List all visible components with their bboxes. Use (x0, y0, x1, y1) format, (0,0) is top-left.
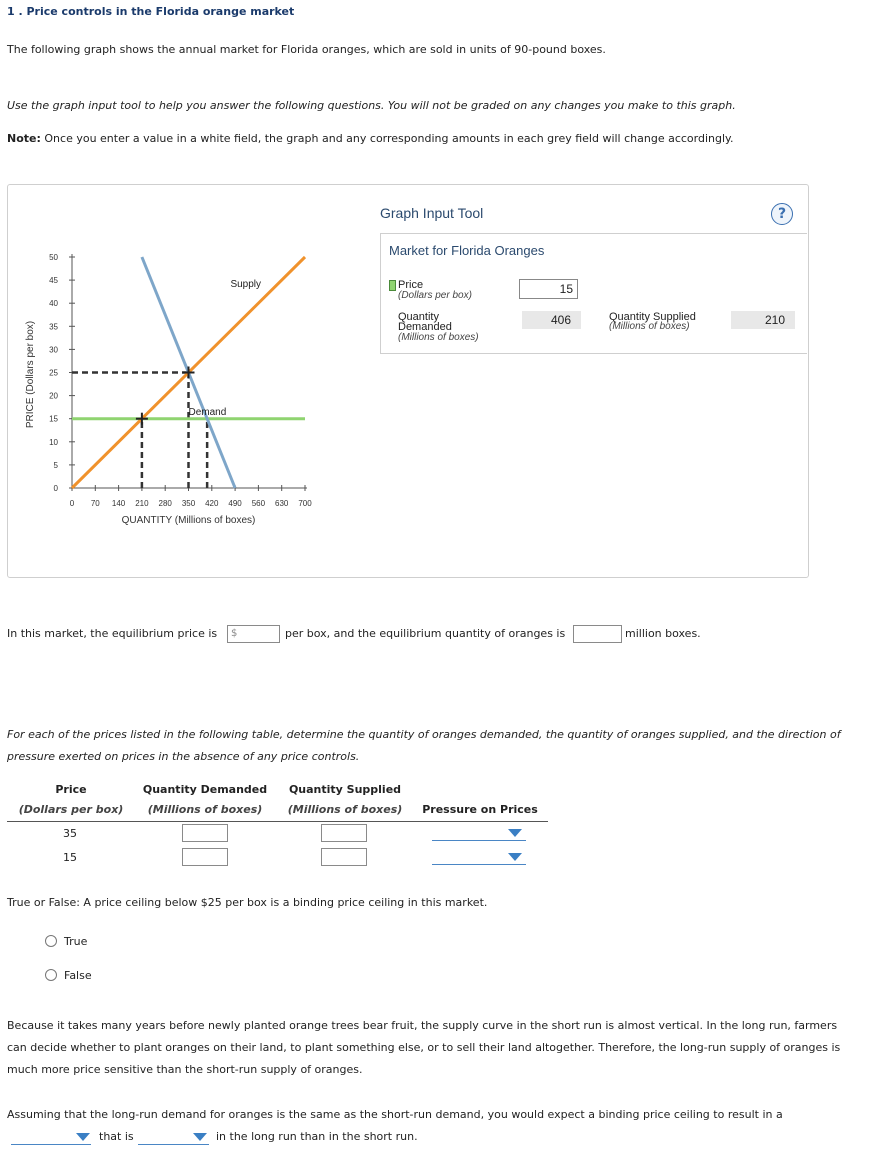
qs-value: 210 (731, 311, 795, 329)
chevron-down-icon (193, 1133, 207, 1141)
x-tick-label: 700 (298, 499, 312, 508)
assume-text: Assuming that the long-run demand for oranges is the same as the short-run demand, you would expect a binding price ceiling to result in a (7, 1108, 783, 1121)
true-label[interactable]: True (64, 935, 88, 948)
qd-unit: (Millions of boxes) (398, 332, 479, 343)
x-tick-label: 140 (111, 499, 126, 508)
y-tick-label: 40 (49, 299, 58, 309)
demand-label: Demand (188, 407, 227, 419)
y-tick-label: 25 (49, 368, 58, 378)
equilibrium-price-input[interactable]: $ (227, 625, 280, 643)
note-label: Note: (7, 132, 41, 145)
row1-price: 35 (63, 827, 77, 840)
table-intro-line2: pressure exerted on prices in the absence of any price controls. (7, 750, 360, 763)
x-tick-label: 420 (205, 499, 219, 508)
graph-input-tool-title: Graph Input Tool (380, 205, 484, 221)
chevron-down-icon (508, 829, 522, 837)
x-tick-label: 0 (69, 499, 75, 508)
equilibrium-text-2: per box, and the equilibrium quantity of oranges is (285, 627, 566, 640)
x-tick-label: 280 (158, 499, 172, 508)
row1-qd-input[interactable] (182, 824, 228, 842)
col-price-header: Price (55, 783, 87, 796)
y-tick-label: 10 (49, 437, 58, 447)
x-tick-label: 350 (181, 499, 196, 508)
table-intro-line1: For each of the prices listed in the following table, determine the quantity of oranges demanded, the quantity of oranges supplied, and the direction of (7, 728, 841, 741)
x-tick-label: 70 (90, 499, 100, 508)
y-tick-label: 45 (49, 276, 58, 286)
col-qs-unit: (Millions of boxes) (287, 803, 403, 816)
row1-qs-input[interactable] (321, 824, 367, 842)
intro-text: The following graph shows the annual market for Florida oranges, which are sold in units of 90-pound boxes. (7, 43, 606, 56)
equilibrium-quantity-input[interactable] (573, 625, 622, 643)
x-tick-label: 630 (275, 499, 289, 508)
row2-pressure-dropdown[interactable] (432, 849, 526, 865)
question-title: 1 . Price controls in the Florida orange market (7, 5, 295, 18)
market-title: Market for Florida Oranges (389, 243, 545, 258)
y-tick-label: 15 (49, 414, 58, 424)
note-body: Once you enter a value in a white field, the graph and any corresponding amounts in each grey field will change accordingly. (40, 132, 734, 145)
row1-pressure-dropdown[interactable] (432, 825, 526, 841)
qd-label-line1: Quantity (398, 311, 439, 323)
y-tick-label: 35 (49, 322, 58, 332)
row2-qd-input[interactable] (182, 848, 228, 866)
y-tick-label: 20 (49, 391, 58, 401)
x-tick-label: 210 (135, 499, 149, 508)
size-dropdown[interactable] (138, 1129, 209, 1145)
end-text: in the long run than in the short run. (216, 1130, 418, 1143)
col-qd-unit: (Millions of boxes) (147, 803, 263, 816)
price-unit: (Dollars per box) (398, 290, 472, 301)
col-pressure-header: Pressure on Prices (422, 803, 538, 816)
false-label[interactable]: False (64, 969, 92, 982)
qs-label: Quantity Supplied (609, 311, 696, 323)
y-axis-title: PRICE (Dollars per box) (25, 320, 36, 429)
true-radio[interactable] (45, 935, 57, 947)
y-tick-label: 0 (53, 484, 58, 493)
x-axis-title: QUANTITY (Millions of boxes) (121, 515, 256, 526)
qd-label-line2: Demanded (398, 321, 452, 333)
qd-value: 406 (522, 311, 581, 329)
equilibrium-text-1: In this market, the equilibrium price is (7, 627, 218, 640)
col-qs-header: Quantity Supplied (288, 783, 402, 796)
longrun-line1: Because it takes many years before newly planted orange trees bear fruit, the supply curve in the short run is almost vertical. In the long run, farmers (7, 1019, 838, 1032)
instructions-text: Use the graph input tool to help you answer the following questions. You will not be graded on any changes you make to this graph. (7, 99, 736, 112)
qs-unit: (Millions of boxes) (609, 321, 690, 332)
longrun-line3: much more price sensitive than the short-run supply of oranges. (7, 1063, 363, 1076)
price-legend-swatch (389, 280, 396, 291)
truefalse-question: True or False: A price ceiling below $25 per box is a binding price ceiling in this market. (7, 896, 488, 909)
equilibrium-text-3: million boxes. (625, 627, 701, 640)
col-price-unit: (Dollars per box) (18, 803, 124, 816)
table-header-rule (7, 821, 548, 822)
col-qd-header: Quantity Demanded (142, 783, 268, 796)
y-tick-label: 5 (53, 460, 58, 470)
help-icon[interactable]: ? (771, 203, 793, 225)
shortage-dropdown[interactable] (11, 1129, 91, 1145)
y-tick-label: 30 (49, 345, 58, 355)
supply-label: Supply (230, 279, 262, 291)
x-tick-label: 560 (251, 499, 266, 508)
price-input[interactable]: 15 (519, 279, 578, 299)
row2-price: 15 (63, 851, 77, 864)
chevron-down-icon (508, 853, 522, 861)
false-radio[interactable] (45, 969, 57, 981)
chevron-down-icon (76, 1133, 90, 1141)
price-label: Price (398, 279, 424, 291)
row2-qs-input[interactable] (321, 848, 367, 866)
that-is-text: that is (99, 1130, 134, 1143)
x-tick-label: 490 (228, 499, 242, 508)
y-tick-label: 50 (49, 253, 58, 262)
longrun-line2: can decide whether to plant oranges on their land, to plant something else, or to sell their land altogether. Therefore, the long-run supply of oranges is (7, 1041, 841, 1054)
